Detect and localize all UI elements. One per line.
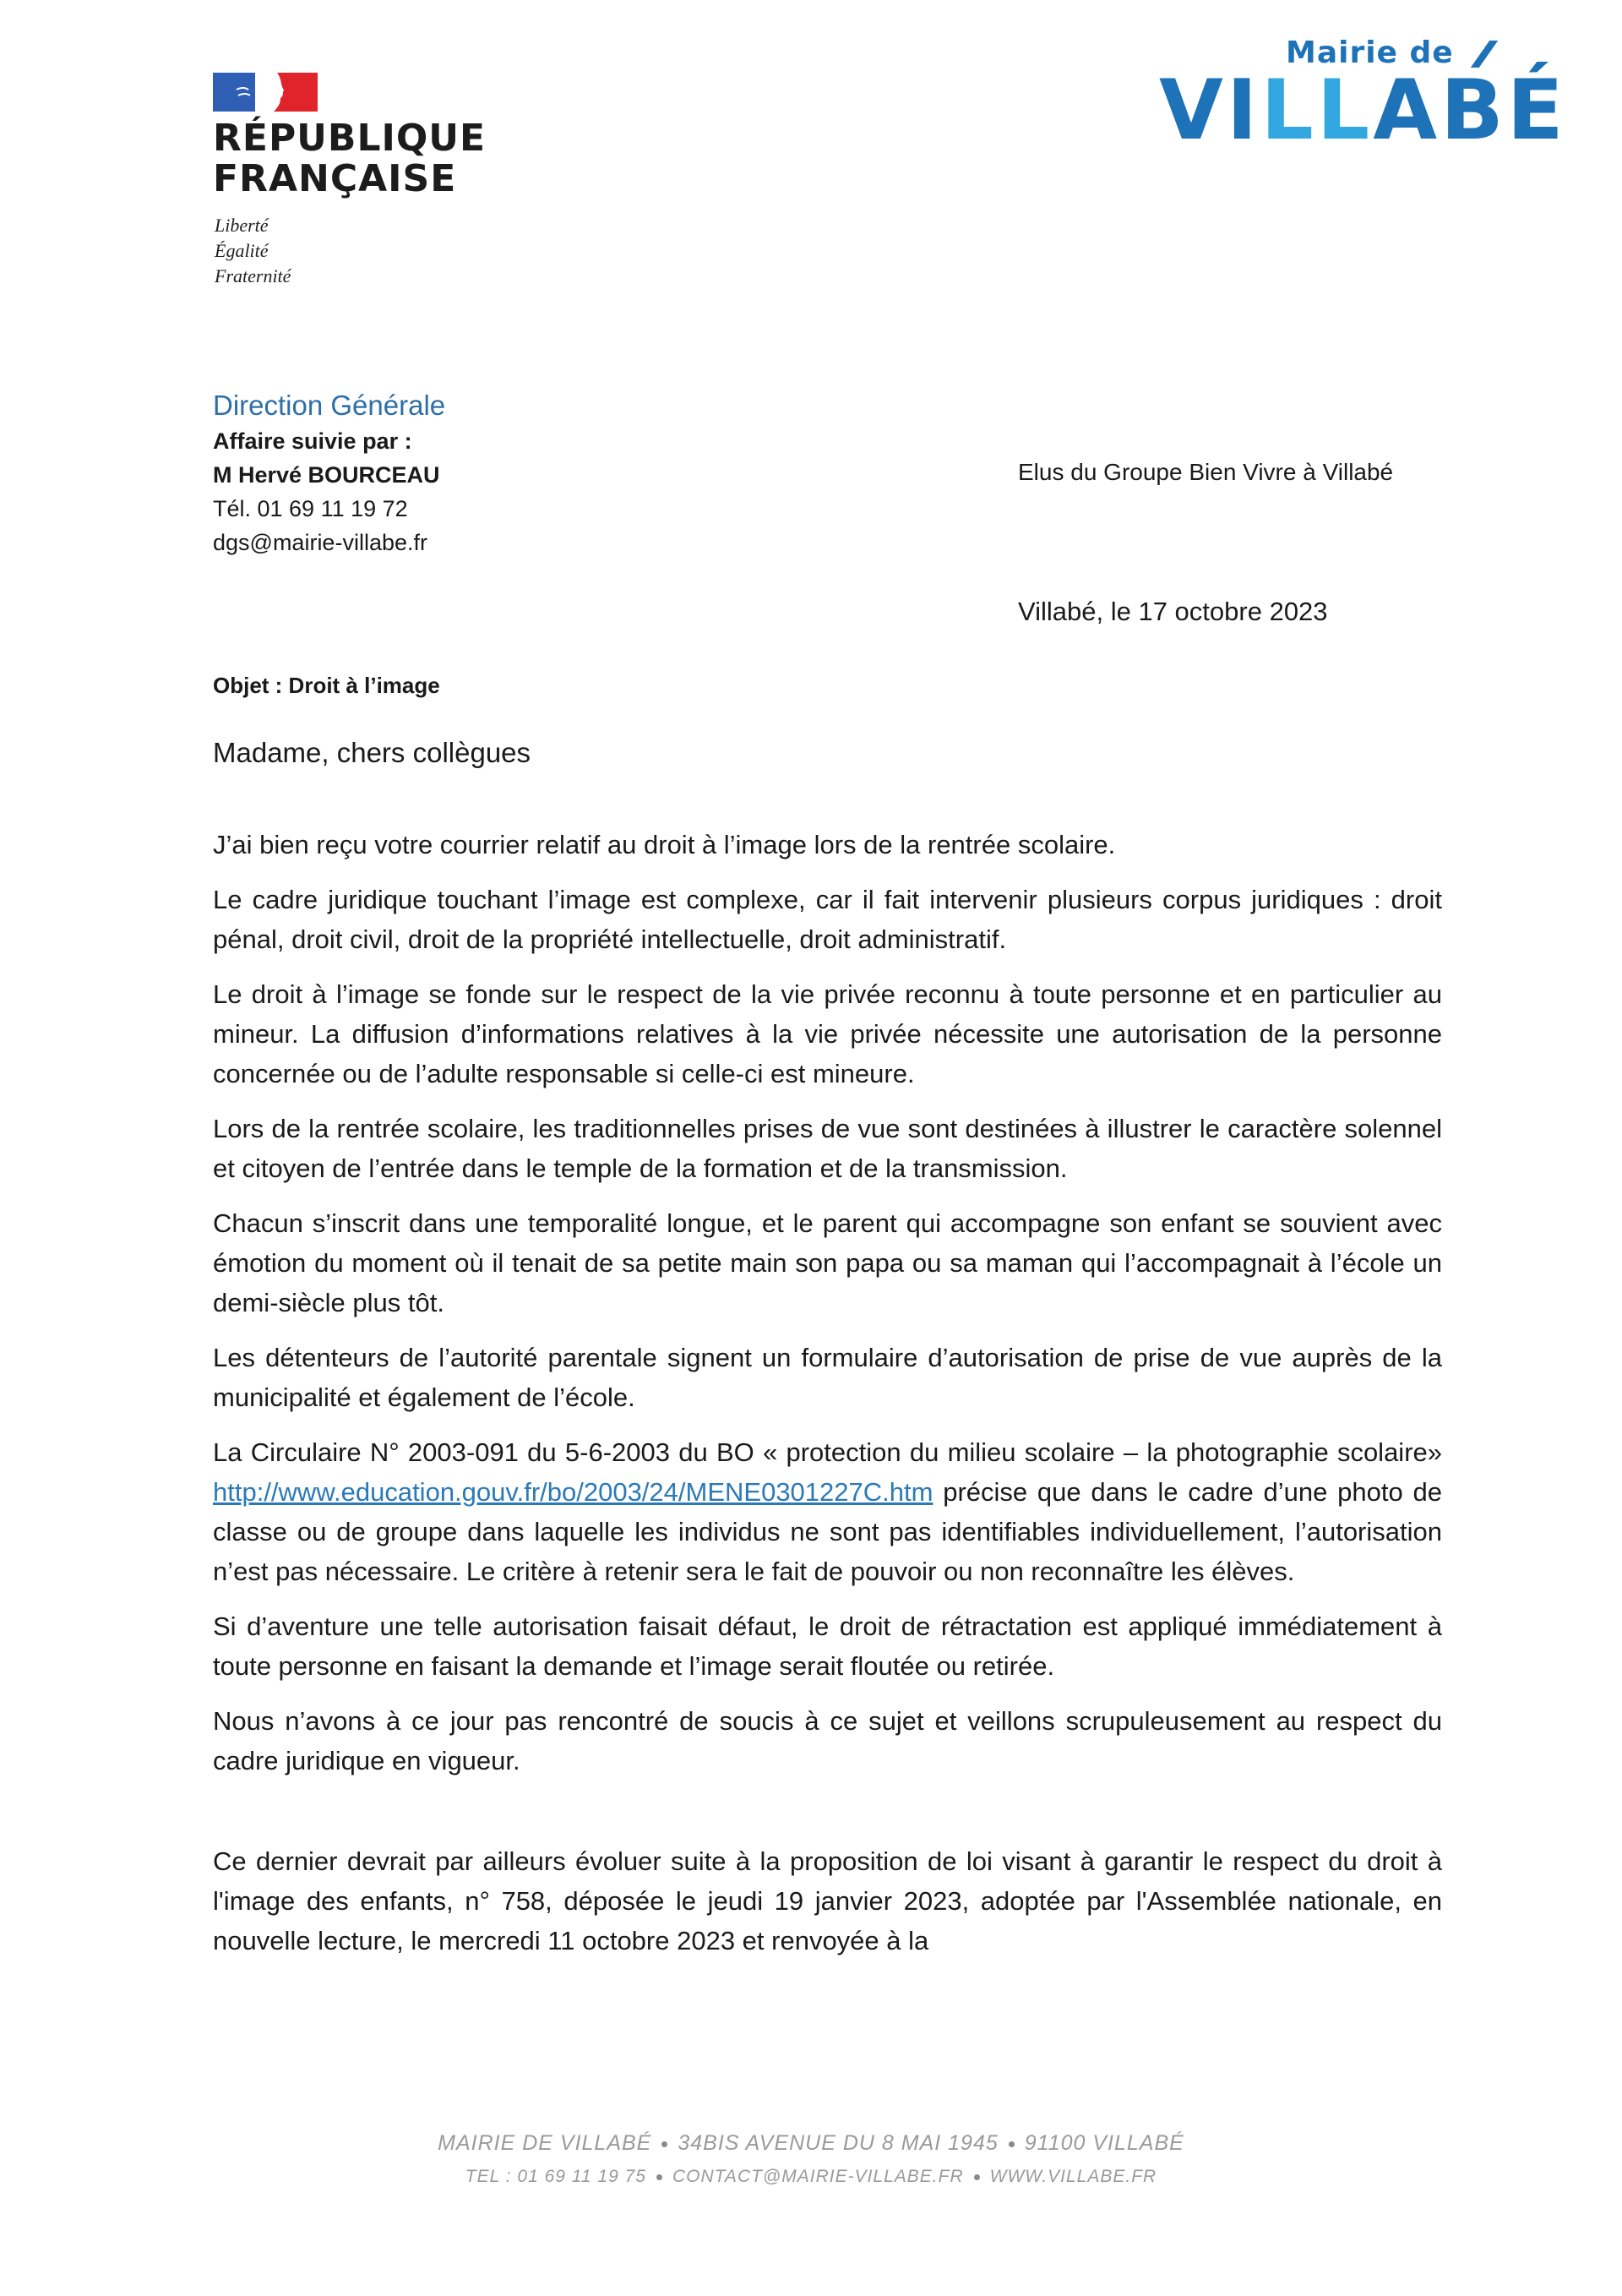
salutation: Madame, chers collègues: [213, 737, 531, 768]
footer-mairie: MAIRIE DE VILLABÉ: [438, 2131, 652, 2155]
logo-l1: L: [1260, 63, 1317, 159]
circulaire-link[interactable]: http://www.education.gouv.fr/bo/2003/24/MENE0301227C.htm: [213, 1477, 933, 1507]
republic-motto: [215, 213, 291, 289]
sender-block: [213, 387, 445, 559]
paragraph-4: Lors de la rentrée scolaire, les traditionnelles prises de vue sont destinées à illustrer le caractère solennel et citoyen de l’entrée dans le temple de la formation et de la transmission.: [213, 1114, 1442, 1183]
page-footer: [0, 2128, 1622, 2192]
footer-contact-line: [0, 2162, 1622, 2192]
bullet-icon: [661, 2141, 667, 2147]
footer-address-line: [0, 2128, 1622, 2158]
footer-phone: TEL : 01 69 11 19 75: [465, 2167, 646, 2186]
paragraph-3: Le droit à l’image se fonde sur le respect de la vie privée reconnu à toute personne et en particulier au mineur. La diffusion d’informations relatives à la vie privée nécessite une autorisation de la personne concernée ou de l’adulte responsable si celle-ci est mineure.: [213, 979, 1442, 1088]
sender-name: M Hervé BOURCEAU: [213, 462, 440, 488]
footer-city: 91100 VILLABÉ: [1024, 2131, 1184, 2155]
paragraph-6: Les détenteurs de l’autorité parentale signent un formulaire d’autorisation de prise de vue auprès de la municipalité et également de l’école.: [213, 1343, 1442, 1412]
paragraph-1: J’ai bien reçu votre courrier relatif au droit à l’image lors de la rentrée scolaire.: [213, 830, 1116, 859]
subject-line: Objet : Droit à l’image: [213, 673, 440, 698]
recipient: Elus du Groupe Bien Vivre à Villabé: [1018, 459, 1394, 485]
marianne-profile: [255, 73, 272, 112]
paragraph-2: Le cadre juridique touchant l’image est complexe, car il fait intervenir plusieurs corpus juridiques : droit pénal, droit civil, droit de la propriété intellectuelle, droit administratif.: [213, 885, 1442, 954]
paragraph-5: Chacun s’inscrit dans une temporalité longue, et le parent qui accompagne son enfant se souvient avec émotion du moment où il tenait de sa petite main son papa ou sa maman qui l’accompagnait à l’école un demi-siècle plus tôt.: [213, 1208, 1442, 1317]
flag-blue-band: [213, 73, 255, 112]
paragraph-9: Nous n’avons à ce jour pas rencontré de soucis à ce sujet et veillons scrupuleusement au respect du cadre juridique en vigueur.: [213, 1706, 1442, 1775]
paragraph-7-end: précise que dans le cadre d’une photo de classe ou de groupe dans laquelle les individus ne sont pas identifiables individuellement, l’autorisation n’est pas nécessaire. Le critère à retenir sera le fait de pouvoir ou non reconnaître les élèves.: [213, 1477, 1442, 1586]
bullet-icon: [1009, 2141, 1015, 2147]
logo-abe: ABÉ: [1373, 63, 1567, 159]
paragraph-7: [213, 1432, 1442, 1591]
footer-street: 34BIS AVENUE DU 8 MAI 1945: [678, 2131, 999, 2155]
logo-l2: L: [1316, 63, 1374, 159]
sender-phone: Tél. 01 69 11 19 72: [213, 496, 408, 521]
paragraph-7-start: La Circulaire N° 2003-091 du 5-6-2003 du BO « protection du milieu scolaire – la photographie scolaire»: [213, 1437, 1442, 1467]
republic-title-line2: FRANÇAISE: [213, 157, 457, 200]
letter-body: [213, 825, 1442, 1976]
paragraph-10: Ce dernier devrait par ailleurs évoluer suite à la proposition de loi visant à garantir le respect du droit à l'image des enfants, n° 758, déposée le jeudi 19 janvier 2023, adoptée par l'Assemblée nationale, en nouvelle lecture, le mercredi 11 octobre 2023 et renvoyée à la: [213, 1846, 1442, 1955]
bullet-icon: [656, 2174, 662, 2180]
bullet-icon: [974, 2174, 980, 2180]
logo-villabe-wordmark: [1159, 64, 1567, 157]
motto-egalite: Égalité: [215, 240, 269, 261]
date-line: Villabé, le 17 octobre 2023: [1018, 597, 1328, 626]
flag-red-band: [274, 73, 318, 112]
footer-email: CONTACT@MAIRIE-VILLABE.FR: [672, 2167, 964, 2186]
motto-liberte: Liberté: [215, 215, 269, 236]
republic-title-line1: RÉPUBLIQUE: [213, 117, 487, 160]
motto-fraternite: Fraternité: [215, 265, 291, 286]
logo-mairie-text: Mairie de: [1286, 35, 1454, 70]
sender-email: dgs@mairie-villabe.fr: [213, 530, 427, 555]
paragraph-8: Si d’aventure une telle autorisation faisait défaut, le droit de rétractation est appliqué immédiatement à toute personne en faisant la demande et l’image serait floutée ou retirée.: [213, 1612, 1442, 1681]
villabe-logo: [1157, 34, 1567, 169]
footer-website: WWW.VILLABE.FR: [989, 2167, 1157, 2186]
logo-vi: VI: [1159, 63, 1261, 159]
followed-by-label: Affaire suivie par :: [213, 428, 412, 454]
marianne-flag-logo: [213, 73, 318, 112]
republic-title: [213, 118, 486, 199]
department-name: Direction Générale: [213, 390, 446, 421]
